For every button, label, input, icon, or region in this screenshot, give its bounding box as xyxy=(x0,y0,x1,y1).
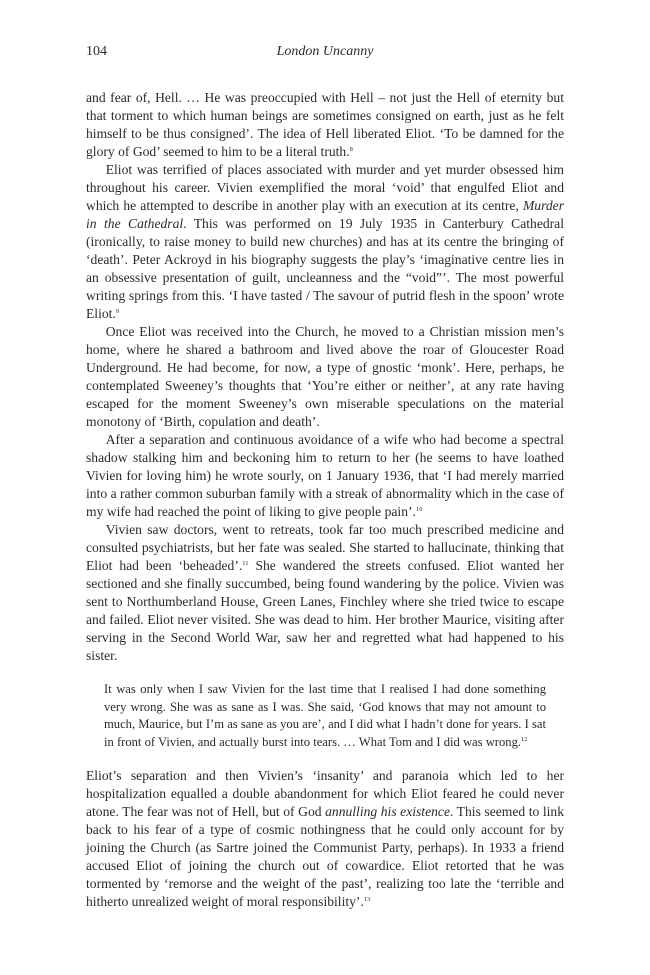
text-run: and fear of, Hell. … He was preoccupied with Hell – not just the Hell of eternity but that torment to which human beings are sometimes consigned on earth, just as he felt himself to be thus consigned’. The idea of Hell liberated Eliot. ‘To be damned for the glory of God’ seemed to him to be a literal truth. xyxy=(86,90,564,159)
text-run: Eliot was terrified of places associated with murder and yet murder obsessed him throughout his career. Vivien exemplified the moral ‘void’ that engulfed Eliot and which he attempted to describe in another play with an execution at its centre, xyxy=(86,162,564,213)
body-text xyxy=(86,89,564,911)
page-number: 104 xyxy=(86,44,107,59)
text-run: . This was performed on 19 July 1935 in Canterbury Cathedral (ironically, to raise money to build new churches) and has at its centre the bringing of ‘death’. Peter Ackroyd in his biography suggests the play’s ‘imaginative centre lies in an obsessive presentation of guilt, uncleanness and the “void”’. The most powerful writing springs from this. ‘I have tasted / The savour of putrid flesh in the spoon’ wrote Eliot. xyxy=(86,216,564,321)
italic-text: Murder in the Cathedral xyxy=(86,198,564,231)
paragraph-2 xyxy=(86,161,564,323)
text-run: It was only when I saw Vivien for the last time that I realised I had done something very wrong. She was as sane as I was. She said, ‘God knows that may not amount to much, Maurice, but I’m as sane as you are’, and I did what I hadn’t done for years. I sat in front of Vivien, and actually burst into tears. … What Tom and I did was wrong. xyxy=(104,682,546,749)
text-run: Vivien saw doctors, went to retreats, took far too much prescribed medicine and consulted psychiatrists, but her fate was sealed. She started to hallucinate, thinking that Eliot had been ‘beheaded’. xyxy=(86,522,564,573)
footnote-ref: 13 xyxy=(363,896,371,904)
paragraph-5 xyxy=(86,521,564,665)
block-quote xyxy=(104,681,546,751)
text-run: Once Eliot was received into the Church, he moved to a Christian mission men’s home, where he shared a bathroom and lived above the roar of Gloucester Road Underground. He had become, for now, a type of gnostic ‘monk’. Here, perhaps, he contemplated Sweeney’s thoughts that ‘You’re either or neither’, at any rate having escaped for the moment Sweeney’s own miserable speculations on the material monotony of ‘Birth, copulation and death’. xyxy=(86,324,564,429)
paragraph-1 xyxy=(86,89,564,161)
paragraph-4 xyxy=(86,431,564,521)
text-run: Eliot’s separation and then Vivien’s ‘insanity’ and paranoia which led to her hospitalization equalled a double abandonment for which Eliot feared he could never atone. The fear was not of Hell, but of God xyxy=(86,768,564,820)
text-run: After a separation and continuous avoidance of a wife who had become a spectral shadow stalking him and beckoning him to return to her (he seems to have loathed Vivien for loving him) he wrote sourly, on 1 January 1936, that ‘I had merely married into a rather common suburban family with a streak of abnormality which in the case of my wife had reached the point of liking to give people pain’. xyxy=(86,432,564,519)
footnote-ref: 12 xyxy=(521,735,528,743)
footnote-ref: 11 xyxy=(242,560,249,567)
footnote-ref: 9 xyxy=(115,308,120,315)
paragraph-6 xyxy=(86,767,564,911)
running-title: London Uncanny xyxy=(276,44,374,59)
footnote-ref: 10 xyxy=(415,506,423,513)
text-run: . This seemed to link back to his fear of a type of cosmic nothingness that he could only account for by joining the Church (as Sartre joined the Communist Party, perhaps). In 1933 a friend accused Eliot of joining the church out of cowardice. Eliot retorted that he was tormented by ‘remorse and the weight of the past’, realizing too late the ‘terrible and hitherto unrealized weight of moral responsibility’. xyxy=(86,804,564,910)
page-header xyxy=(86,44,564,64)
paragraph-3 xyxy=(86,323,564,431)
footnote-ref: 8 xyxy=(349,146,353,153)
italic-text: annulling his existence xyxy=(325,804,450,820)
text-run: She wandered the streets confused. Eliot wanted her sectioned and she finally succumbed, being found wandering by the police. Vivien was sent to Northumberland House, Green Lanes, Finchley where she tried twice to escape and failed. Eliot never visited. She was dead to him. Her brother Maurice, visiting after serving in the Second World War, saw her and regretted what had happened to his sister. xyxy=(86,558,564,663)
